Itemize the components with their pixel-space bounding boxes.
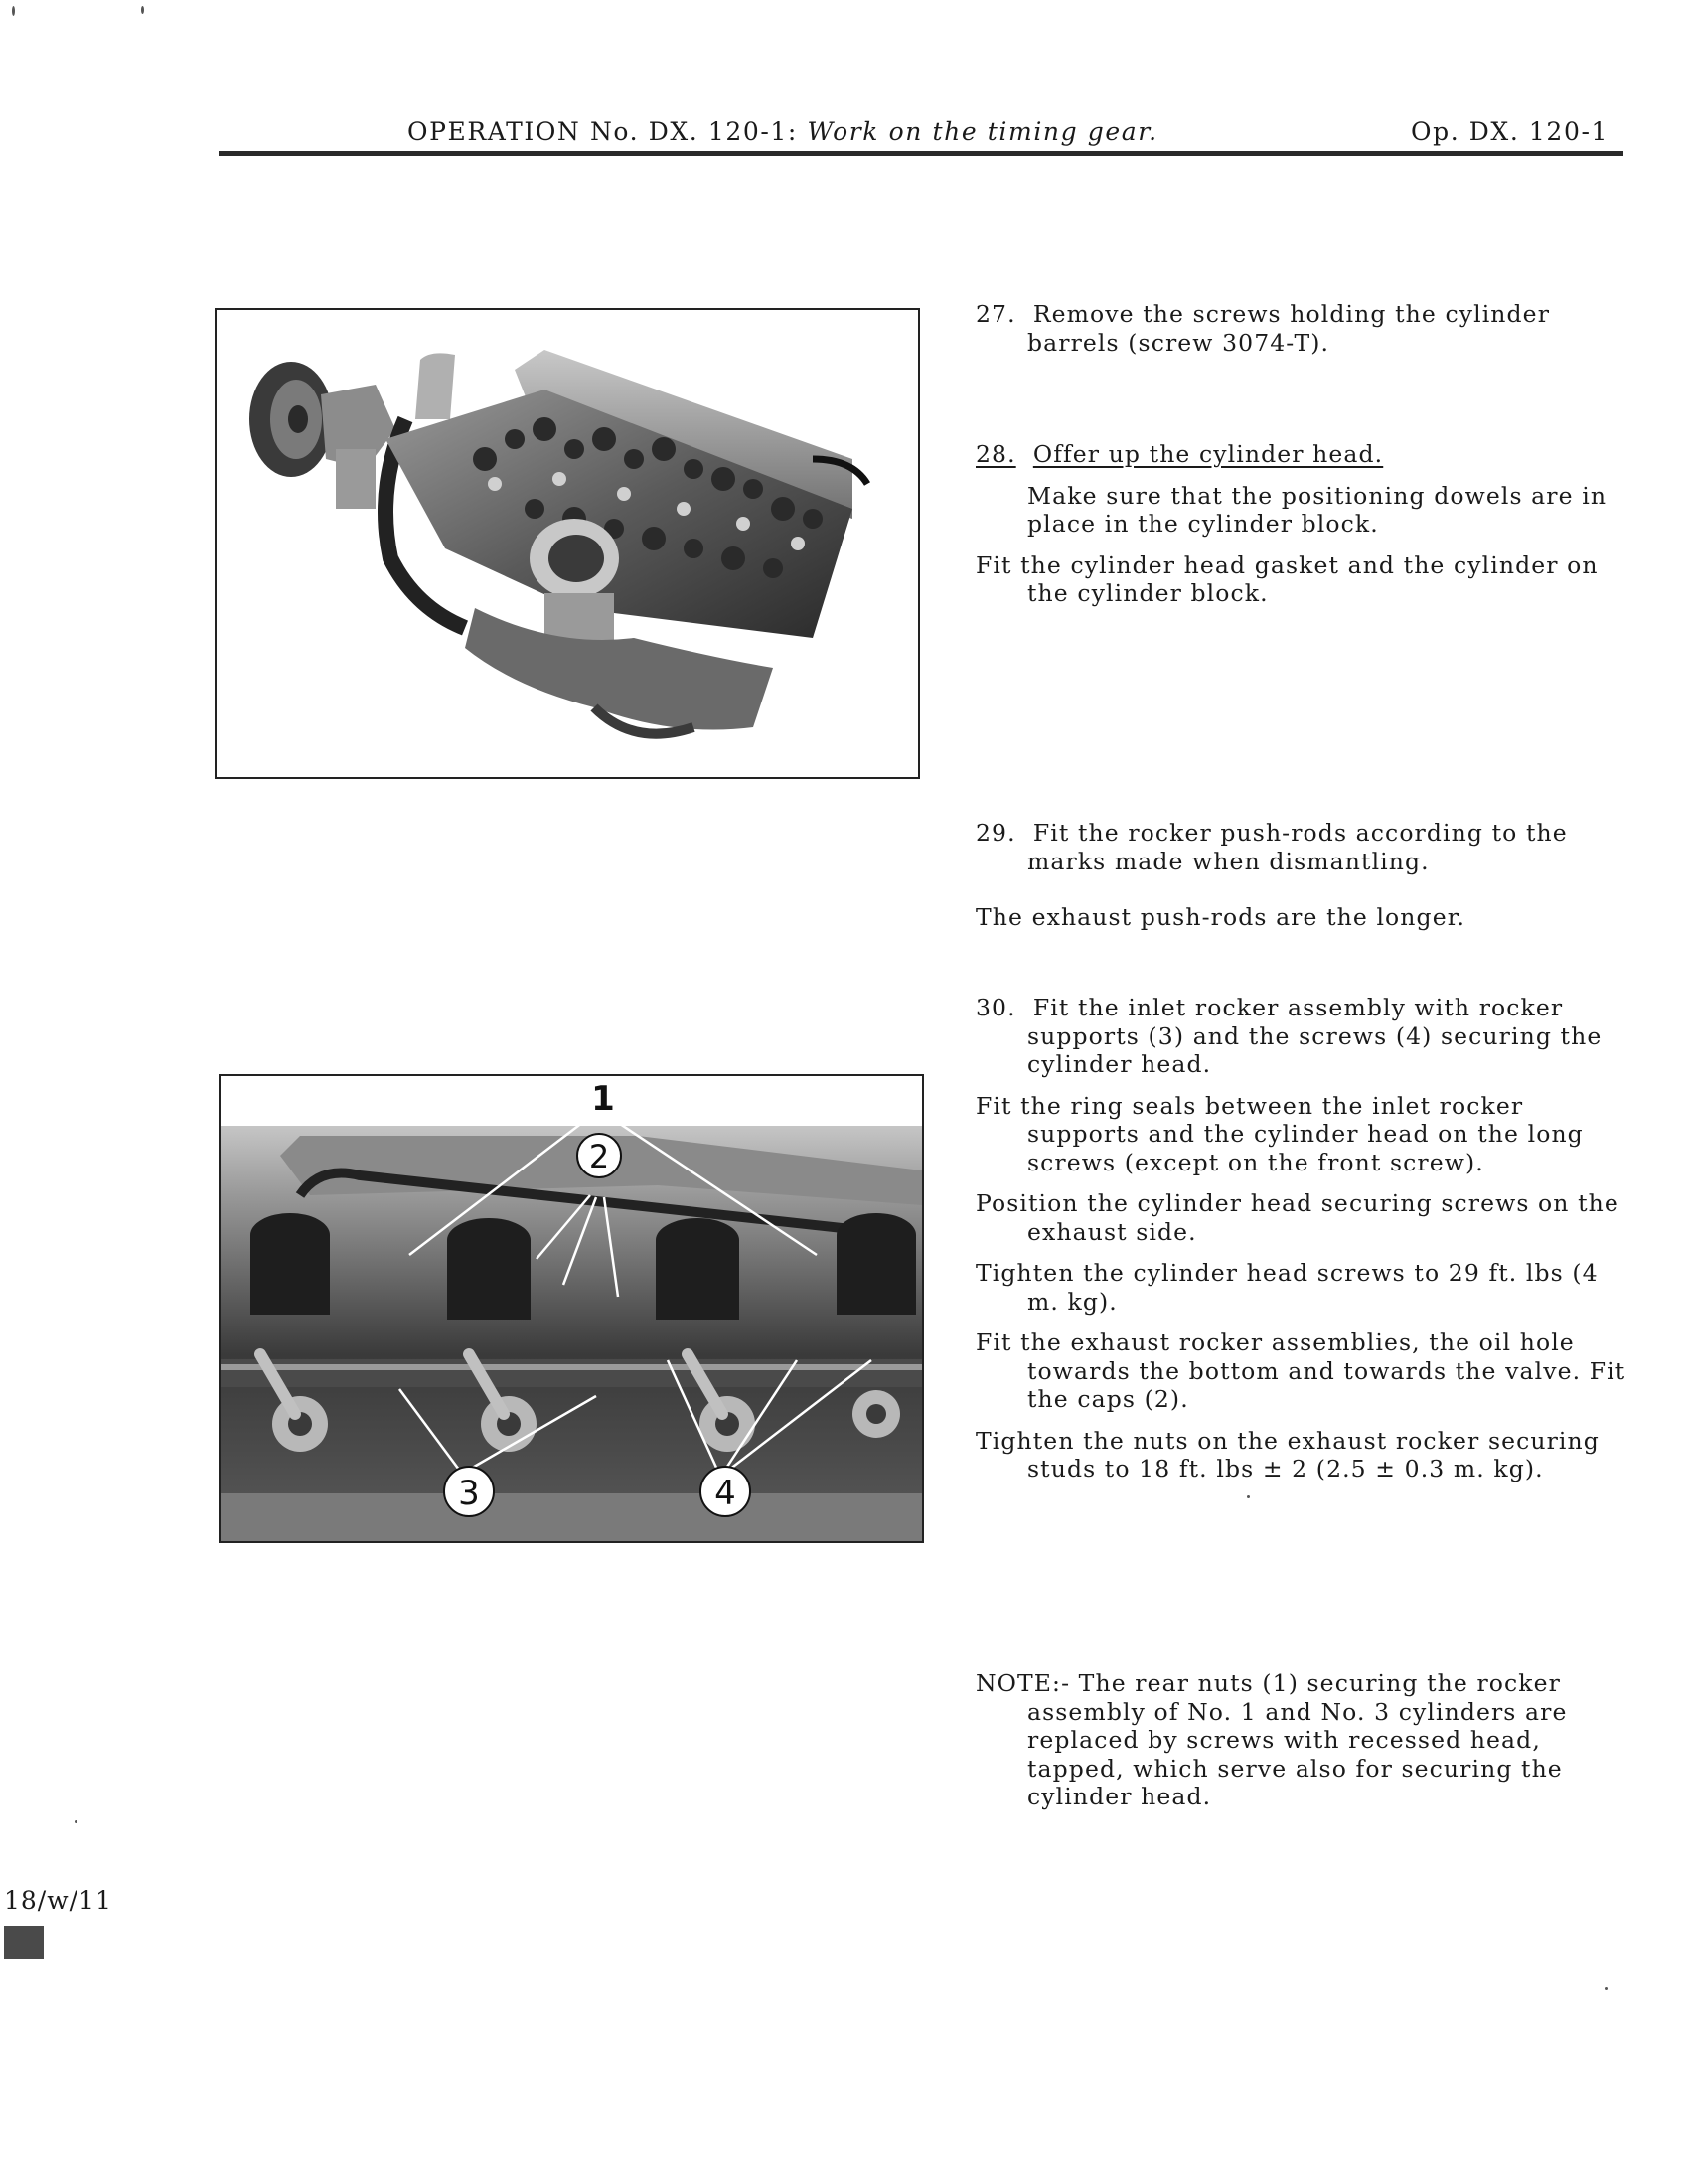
step-28-dowels: Make sure that the positioning dowels are in place in the cylinder block. bbox=[1027, 481, 1608, 538]
step-29-paragraph bbox=[976, 819, 1612, 875]
rocker-photo-frame bbox=[219, 1074, 924, 1543]
operation-title: Work on the timing gear. bbox=[807, 117, 1158, 146]
scan-speck bbox=[141, 6, 144, 14]
callout-2: 2 bbox=[588, 1138, 610, 1175]
step-28 bbox=[976, 440, 1612, 608]
step-30-text: Fit the inlet rocker assembly with rocker supports (3) and the screws (4) securing the cylinder head. bbox=[1027, 994, 1603, 1078]
step-30 bbox=[976, 994, 1631, 1483]
step-30-tighten-head: Tighten the cylinder head screws to 29 ft. lbs (4 m. kg). bbox=[976, 1259, 1599, 1316]
step-30-position-screws: Position the cylinder head securing screws on the exhaust side. bbox=[976, 1189, 1619, 1246]
step-28-gasket: Fit the cylinder head gasket and the cylinder on the cylinder block. bbox=[976, 550, 1599, 607]
step-29-note: The exhaust push-rods are the longer. bbox=[976, 903, 1466, 931]
step-28-heading-paragraph bbox=[976, 440, 1612, 469]
step-29-text: Fit the rocker push-rods according to the marks made when dismantling. bbox=[1027, 819, 1568, 875]
step-30-number: 30. bbox=[976, 994, 1016, 1021]
step-30-paragraph bbox=[976, 994, 1631, 1079]
note-text: NOTE:- The rear nuts (1) securing the rocker assembly of No. 1 and No. 3 cylinders are replaced by screws with recessed head, tapped, which serve also for securing the cylinder head. bbox=[976, 1669, 1568, 1810]
step-27-paragraph bbox=[976, 300, 1612, 357]
step-30-ring-seals: Fit the ring seals between the inlet rocker supports and the cylinder head on the long screws (except on the front screw). bbox=[976, 1091, 1584, 1176]
step-28-heading: Offer up the cylinder head. bbox=[1032, 440, 1384, 468]
rocker-photo bbox=[221, 1076, 922, 1541]
scan-speck bbox=[1605, 1987, 1608, 1990]
callout-3: 3 bbox=[458, 1474, 480, 1513]
note-block bbox=[976, 1669, 1631, 1811]
step-29 bbox=[976, 819, 1612, 932]
operation-label: OPERATION No. DX. 120-1: bbox=[407, 117, 798, 146]
callout-1: 1 bbox=[591, 1079, 615, 1119]
operation-header bbox=[407, 117, 1158, 146]
step-29-number: 29. bbox=[976, 819, 1016, 847]
scan-speck bbox=[12, 6, 15, 16]
callout-4: 4 bbox=[714, 1474, 736, 1513]
document-code: 18/w/11 bbox=[4, 1886, 112, 1915]
scan-speck bbox=[75, 1820, 77, 1823]
step-28-number: 28. bbox=[976, 440, 1016, 468]
engine-photo-frame bbox=[215, 308, 920, 779]
operation-ref: Op. DX. 120-1 bbox=[1411, 117, 1609, 146]
header-rule bbox=[219, 151, 1623, 156]
step-27-number: 27. bbox=[976, 300, 1016, 328]
scan-speck bbox=[1247, 1495, 1250, 1498]
scan-edge-mark bbox=[4, 1926, 44, 1959]
step-27 bbox=[976, 300, 1612, 357]
step-27-text: Remove the screws holding the cylinder barrels (screw 3074-T). bbox=[1027, 300, 1551, 357]
step-30-exhaust-rockers: Fit the exhaust rocker assemblies, the oil hole towards the bottom and towards the valve. Fit the caps (2). bbox=[976, 1328, 1626, 1413]
engine-photo bbox=[217, 310, 918, 777]
step-30-tighten-nuts: Tighten the nuts on the exhaust rocker securing studs to 18 ft. lbs ± 2 (2.5 ± 0.3 m. kg). bbox=[976, 1426, 1600, 1482]
